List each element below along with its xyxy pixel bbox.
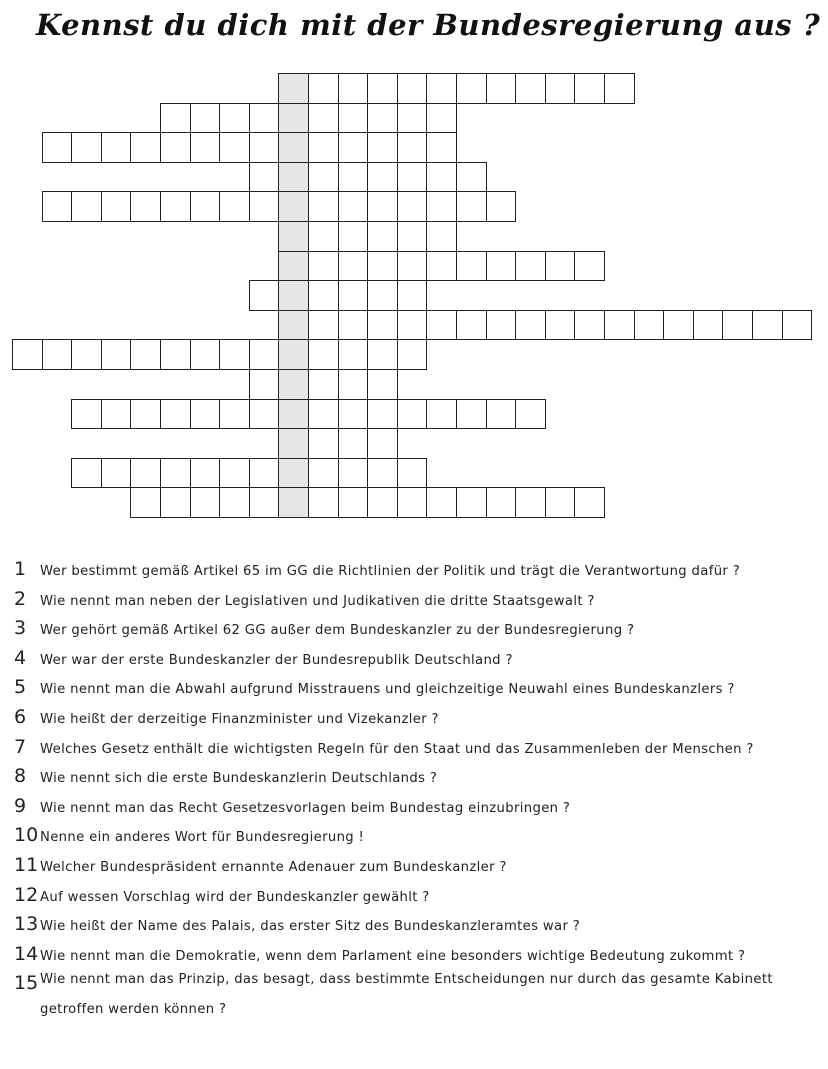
crossword-cell[interactable]	[456, 162, 487, 193]
crossword-cell[interactable]	[367, 310, 398, 341]
clue-number: 13	[14, 913, 39, 936]
crossword-cell[interactable]	[515, 399, 546, 430]
clue-number: 10	[14, 824, 39, 847]
crossword-cell[interactable]	[397, 103, 428, 134]
crossword-cell[interactable]	[101, 399, 132, 430]
clue-list	[14, 558, 822, 1025]
crossword-cell[interactable]	[160, 399, 191, 430]
crossword-cell[interactable]	[426, 399, 457, 430]
clue-number: 7	[14, 735, 27, 758]
clue-number: 15	[14, 972, 39, 995]
clue-item	[14, 824, 822, 854]
crossword-cell[interactable]	[515, 487, 546, 518]
solution-cell[interactable]	[278, 103, 309, 134]
crossword-cell[interactable]	[338, 399, 369, 430]
crossword-cell[interactable]	[338, 162, 369, 193]
crossword-cell[interactable]	[308, 369, 339, 400]
solution-cell[interactable]	[278, 191, 309, 222]
clue-item	[14, 854, 822, 884]
crossword-cell[interactable]	[338, 280, 369, 311]
crossword-cell[interactable]	[545, 487, 576, 518]
crossword-cell[interactable]	[249, 132, 280, 163]
crossword-cell[interactable]	[219, 132, 250, 163]
clue-item	[14, 676, 822, 706]
crossword-cell[interactable]	[367, 369, 398, 400]
clue-number: 8	[14, 765, 27, 788]
crossword-cell[interactable]	[397, 458, 428, 489]
clue-number: 11	[14, 853, 39, 876]
clue-text: Wie nennt sich die erste Bundeskanzlerin Deutschlands ?	[40, 771, 438, 787]
crossword-cell[interactable]	[722, 310, 753, 341]
crossword-cell[interactable]	[338, 103, 369, 134]
clue-item	[14, 972, 822, 1025]
crossword-cell[interactable]	[545, 310, 576, 341]
clue-item	[14, 884, 822, 914]
solution-cell[interactable]	[278, 339, 309, 370]
crossword-cell[interactable]	[397, 73, 428, 104]
clue-number: 1	[14, 558, 27, 580]
crossword-cell[interactable]	[426, 132, 457, 163]
crossword-cell[interactable]	[367, 103, 398, 134]
clue-item	[14, 558, 822, 588]
crossword-cell[interactable]	[338, 191, 369, 222]
crossword-cell[interactable]	[486, 487, 517, 518]
crossword-cell[interactable]	[249, 369, 280, 400]
solution-cell[interactable]	[278, 162, 309, 193]
clue-number: 6	[14, 705, 27, 728]
crossword-cell[interactable]	[397, 132, 428, 163]
crossword-cell[interactable]	[71, 339, 102, 370]
crossword-cell[interactable]	[367, 399, 398, 430]
crossword-cell[interactable]	[545, 73, 576, 104]
clue-text: Wie nennt man neben der Legislativen und Judikativen die dritte Staatsgewalt ?	[40, 593, 595, 609]
crossword-cell[interactable]	[338, 251, 369, 282]
crossword-cell[interactable]	[219, 399, 250, 430]
crossword-cell[interactable]	[101, 458, 132, 489]
crossword-cell[interactable]	[338, 487, 369, 518]
crossword-cell[interactable]	[486, 399, 517, 430]
crossword-cell[interactable]	[130, 339, 161, 370]
crossword-cell[interactable]	[160, 339, 191, 370]
crossword-cell[interactable]	[190, 399, 221, 430]
crossword-cell[interactable]	[219, 339, 250, 370]
crossword-cell[interactable]	[367, 428, 398, 459]
crossword-cell[interactable]	[190, 103, 221, 134]
solution-cell[interactable]	[278, 73, 309, 104]
crossword-cell[interactable]	[604, 73, 635, 104]
crossword-cell[interactable]	[219, 103, 250, 134]
crossword-cell[interactable]	[574, 487, 605, 518]
crossword-cell[interactable]	[101, 191, 132, 222]
clue-item	[14, 913, 822, 943]
crossword-cell[interactable]	[130, 458, 161, 489]
crossword-cell[interactable]	[367, 132, 398, 163]
crossword-cell[interactable]	[397, 399, 428, 430]
crossword-cell[interactable]	[515, 73, 546, 104]
crossword-cell[interactable]	[663, 310, 694, 341]
crossword-cell[interactable]	[308, 339, 339, 370]
crossword-cell[interactable]	[367, 191, 398, 222]
clue-number: 12	[14, 883, 39, 906]
crossword-cell[interactable]	[338, 339, 369, 370]
crossword-cell[interactable]	[71, 132, 102, 163]
crossword-cell[interactable]	[338, 73, 369, 104]
crossword-cell[interactable]	[426, 310, 457, 341]
crossword-cell[interactable]	[634, 310, 665, 341]
clue-number: 5	[14, 676, 27, 699]
crossword-cell[interactable]	[71, 191, 102, 222]
solution-cell[interactable]	[278, 280, 309, 311]
crossword-cell[interactable]	[71, 458, 102, 489]
crossword-cell[interactable]	[456, 487, 487, 518]
crossword-cell[interactable]	[249, 339, 280, 370]
crossword-cell[interactable]	[130, 399, 161, 430]
crossword-cell[interactable]	[397, 162, 428, 193]
clue-number: 3	[14, 617, 27, 640]
solution-cell[interactable]	[278, 428, 309, 459]
clue-item	[14, 588, 822, 618]
crossword-cell[interactable]	[486, 310, 517, 341]
crossword-cell[interactable]	[426, 487, 457, 518]
crossword-cell[interactable]	[397, 339, 428, 370]
crossword-cell[interactable]	[338, 221, 369, 252]
crossword-cell[interactable]	[71, 399, 102, 430]
crossword-cell[interactable]	[574, 73, 605, 104]
crossword-cell[interactable]	[367, 73, 398, 104]
crossword-cell[interactable]	[426, 73, 457, 104]
crossword-cell[interactable]	[160, 103, 191, 134]
crossword-cell[interactable]	[397, 191, 428, 222]
crossword-cell[interactable]	[308, 280, 339, 311]
clue-text: Wer bestimmt gemäß Artikel 65 im GG die Richtlinien der Politik und trägt die Verantwortung dafür ?	[40, 564, 741, 579]
clue-item	[14, 765, 822, 795]
clue-item	[14, 706, 822, 736]
crossword-grid	[0, 0, 828, 530]
crossword-cell[interactable]	[42, 132, 73, 163]
crossword-cell[interactable]	[219, 487, 250, 518]
crossword-cell[interactable]	[308, 428, 339, 459]
crossword-cell[interactable]	[397, 310, 428, 341]
clue-number: 4	[14, 646, 27, 669]
crossword-cell[interactable]	[456, 73, 487, 104]
crossword-cell[interactable]	[308, 458, 339, 489]
clue-text: Wie heißt der derzeitige Finanzminister und Vizekanzler ?	[40, 711, 439, 727]
crossword-cell[interactable]	[367, 162, 398, 193]
crossword-cell[interactable]	[515, 310, 546, 341]
crossword-cell[interactable]	[101, 132, 132, 163]
crossword-cell[interactable]	[574, 251, 605, 282]
clue-item	[14, 736, 822, 766]
crossword-cell[interactable]	[426, 162, 457, 193]
clue-text: Welches Gesetz enthält die wichtigsten Regeln für den Staat und das Zusammenleben der Menschen ?	[40, 741, 754, 757]
solution-cell[interactable]	[278, 369, 309, 400]
solution-cell[interactable]	[278, 221, 309, 252]
crossword-cell[interactable]	[456, 310, 487, 341]
crossword-cell[interactable]	[219, 458, 250, 489]
crossword-cell[interactable]	[130, 191, 161, 222]
clue-number: 2	[14, 587, 27, 610]
crossword-cell[interactable]	[160, 458, 191, 489]
crossword-cell[interactable]	[456, 191, 487, 222]
crossword-cell[interactable]	[42, 191, 73, 222]
crossword-cell[interactable]	[308, 132, 339, 163]
clue-text: Wer gehört gemäß Artikel 62 GG außer dem Bundeskanzler zu der Bundesregierung ?	[40, 623, 635, 639]
crossword-cell[interactable]	[308, 162, 339, 193]
crossword-cell[interactable]	[338, 458, 369, 489]
crossword-cell[interactable]	[130, 132, 161, 163]
crossword-cell[interactable]	[604, 310, 635, 341]
crossword-cell[interactable]	[249, 280, 280, 311]
clue-item	[14, 795, 822, 825]
crossword-cell[interactable]	[190, 487, 221, 518]
crossword-cell[interactable]	[338, 132, 369, 163]
crossword-cell[interactable]	[486, 251, 517, 282]
clue-text: Wie nennt man das Recht Gesetzesvorlagen beim Bundestag einzubringen ?	[40, 800, 571, 816]
crossword-cell[interactable]	[338, 428, 369, 459]
crossword-cell[interactable]	[130, 487, 161, 518]
crossword-cell[interactable]	[308, 399, 339, 430]
crossword-cell[interactable]	[574, 310, 605, 341]
crossword-cell[interactable]	[426, 251, 457, 282]
crossword-cell[interactable]	[456, 399, 487, 430]
crossword-cell[interactable]	[367, 487, 398, 518]
clue-text: Wer war der erste Bundeskanzler der Bundesrepublik Deutschland ?	[40, 652, 513, 668]
crossword-cell[interactable]	[219, 191, 250, 222]
crossword-cell[interactable]	[426, 221, 457, 252]
crossword-cell[interactable]	[426, 103, 457, 134]
clue-item	[14, 647, 822, 677]
crossword-cell[interactable]	[397, 280, 428, 311]
solution-cell[interactable]	[278, 132, 309, 163]
crossword-cell[interactable]	[190, 132, 221, 163]
crossword-cell[interactable]	[308, 103, 339, 134]
crossword-cell[interactable]	[249, 103, 280, 134]
crossword-cell[interactable]	[486, 191, 517, 222]
crossword-cell[interactable]	[308, 221, 339, 252]
crossword-cell[interactable]	[160, 487, 191, 518]
crossword-cell[interactable]	[426, 191, 457, 222]
clue-text: Nenne ein anderes Wort für Bundesregierung !	[40, 830, 365, 846]
crossword-cell[interactable]	[308, 191, 339, 222]
crossword-cell[interactable]	[515, 251, 546, 282]
crossword-cell[interactable]	[190, 458, 221, 489]
crossword-cell[interactable]	[367, 458, 398, 489]
crossword-cell[interactable]	[397, 221, 428, 252]
crossword-cell[interactable]	[249, 487, 280, 518]
crossword-cell[interactable]	[456, 251, 487, 282]
clue-text: Wie nennt man das Prinzip, das besagt, dass bestimmte Entscheidungen nur durch das gesamte Kabinett getroffen werden können ?	[40, 972, 773, 1018]
crossword-cell[interactable]	[693, 310, 724, 341]
crossword-cell[interactable]	[160, 132, 191, 163]
crossword-cell[interactable]	[367, 280, 398, 311]
solution-cell[interactable]	[278, 399, 309, 430]
solution-cell[interactable]	[278, 487, 309, 518]
crossword-cell[interactable]	[190, 339, 221, 370]
crossword-cell[interactable]	[338, 310, 369, 341]
clue-text: Wie nennt man die Abwahl aufgrund Misstrauens und gleichzeitige Neuwahl eines Bundeskanzlers ?	[40, 682, 735, 698]
clue-text: Auf wessen Vorschlag wird der Bundeskanzler gewählt ?	[40, 889, 430, 905]
crossword-cell[interactable]	[782, 310, 813, 341]
crossword-cell[interactable]	[42, 339, 73, 370]
crossword-cell[interactable]	[397, 487, 428, 518]
crossword-cell[interactable]	[308, 251, 339, 282]
clue-text: Wie nennt man die Demokratie, wenn dem Parlament eine besonders wichtige Bedeutung zukommt ?	[40, 948, 746, 964]
crossword-cell[interactable]	[249, 458, 280, 489]
crossword-cell[interactable]	[249, 162, 280, 193]
crossword-cell[interactable]	[397, 251, 428, 282]
crossword-cell[interactable]	[367, 339, 398, 370]
crossword-cell[interactable]	[308, 487, 339, 518]
page-title: Kennst du dich mit der Bundesregierung aus ?	[36, 8, 821, 42]
crossword-cell[interactable]	[338, 369, 369, 400]
crossword-cell[interactable]	[249, 191, 280, 222]
crossword-cell[interactable]	[101, 339, 132, 370]
crossword-cell[interactable]	[249, 399, 280, 430]
clue-item	[14, 617, 822, 647]
crossword-cell[interactable]	[367, 251, 398, 282]
clue-number: 9	[14, 794, 27, 817]
clue-number: 14	[14, 942, 39, 965]
crossword-cell[interactable]	[12, 339, 43, 370]
crossword-cell[interactable]	[190, 191, 221, 222]
crossword-cell[interactable]	[545, 251, 576, 282]
crossword-cell[interactable]	[486, 73, 517, 104]
crossword-cell[interactable]	[308, 73, 339, 104]
solution-cell[interactable]	[278, 251, 309, 282]
crossword-cell[interactable]	[308, 310, 339, 341]
solution-cell[interactable]	[278, 310, 309, 341]
crossword-cell[interactable]	[752, 310, 783, 341]
crossword-cell[interactable]	[367, 221, 398, 252]
crossword-cell[interactable]	[160, 191, 191, 222]
clue-text: Wie heißt der Name des Palais, das erster Sitz des Bundeskanzleramtes war ?	[40, 919, 581, 935]
clue-text: Welcher Bundespräsident ernannte Adenauer zum Bundeskanzler ?	[40, 859, 507, 875]
solution-cell[interactable]	[278, 458, 309, 489]
